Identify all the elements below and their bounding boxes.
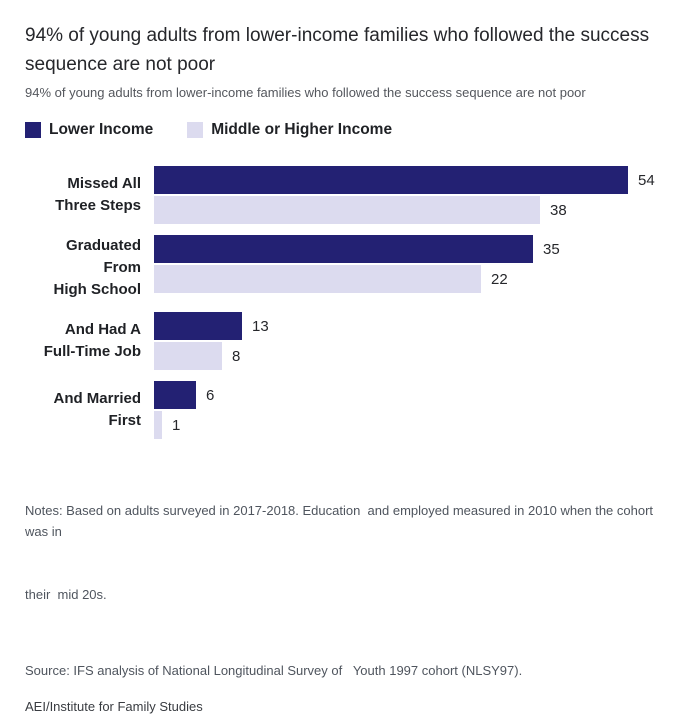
- chart-title-line: sequence are not poor: [25, 54, 216, 75]
- notes-text: [25, 458, 675, 647]
- legend: [25, 121, 675, 139]
- category-label-line: Three Steps: [55, 197, 141, 214]
- bar-lower-income: [154, 381, 196, 409]
- value-label: 38: [550, 201, 567, 219]
- value-label: 54: [638, 171, 655, 189]
- bar-row: [154, 166, 655, 194]
- bar-chart: [25, 166, 675, 439]
- category-label: [25, 166, 154, 224]
- category-label: [25, 312, 154, 370]
- category-label-line: First: [108, 412, 141, 429]
- category-label: [25, 235, 154, 301]
- bar-group: [25, 381, 675, 439]
- bar-row: [154, 265, 560, 293]
- value-label: 1: [172, 416, 181, 434]
- value-label: 22: [491, 270, 508, 288]
- notes-line: their mid 20s.: [25, 587, 107, 602]
- bar-row: [154, 411, 214, 439]
- category-label: [25, 381, 154, 439]
- bar-group: [25, 166, 675, 224]
- category-label-line: And Had A: [64, 321, 141, 338]
- legend-label: Middle or Higher Income: [211, 121, 393, 138]
- bar-lower-income: [154, 235, 533, 263]
- source-text: Source: IFS analysis of National Longitudinal Survey of Youth 1997 cohort (NLSY97).: [25, 663, 523, 678]
- category-label-line: Graduated From: [65, 237, 141, 276]
- legend-label: Lower Income: [49, 121, 154, 138]
- legend-item-middle-higher-income: [187, 121, 392, 139]
- bar-lower-income: [154, 312, 242, 340]
- legend-swatch-lower-income: [25, 122, 41, 138]
- bar-middle-higher-income: [154, 411, 162, 439]
- bar-group: [25, 235, 675, 301]
- bar-row: [154, 312, 269, 340]
- bar-middle-higher-income: [154, 265, 481, 293]
- chart-title-line: 94% of young adults from lower-income families who followed the success: [25, 25, 650, 46]
- legend-swatch-middle-higher-income: [187, 122, 203, 138]
- bar-lower-income: [154, 166, 628, 194]
- category-label-line: Full-Time Job: [43, 343, 141, 360]
- bar-pair: [154, 381, 214, 439]
- bar-pair: [154, 235, 560, 301]
- bar-row: [154, 342, 269, 370]
- bar-row: [154, 235, 560, 263]
- bar-row: [154, 196, 655, 224]
- chart-subtitle: 94% of young adults from lower-income families who followed the success sequence are not poor: [25, 85, 586, 100]
- value-label: 35: [543, 240, 560, 258]
- bar-pair: [154, 166, 655, 224]
- bar-pair: [154, 312, 269, 370]
- category-label-line: High School: [53, 281, 141, 298]
- credit-text: AEI/Institute for Family Studies: [25, 699, 203, 714]
- legend-item-lower-income: [25, 121, 153, 139]
- notes-line: Notes: Based on adults surveyed in 2017-2018. Education and employed measured in 2010 when the cohort was in: [25, 503, 657, 539]
- bar-group: [25, 312, 675, 370]
- value-label: 6: [206, 386, 215, 404]
- category-label-line: Missed All: [67, 175, 141, 192]
- category-label-line: And Married: [53, 390, 141, 407]
- bar-row: [154, 381, 214, 409]
- chart-title: [25, 21, 675, 79]
- bar-middle-higher-income: [154, 342, 222, 370]
- value-label: 13: [252, 317, 269, 335]
- bar-middle-higher-income: [154, 196, 540, 224]
- value-label: 8: [232, 347, 241, 365]
